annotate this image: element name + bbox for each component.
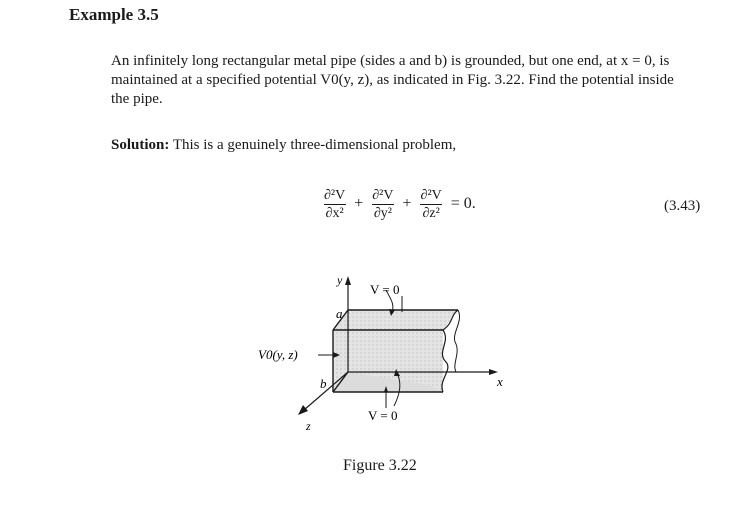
fraction-x-denominator: ∂x² bbox=[325, 205, 344, 221]
fraction-z bbox=[419, 187, 444, 222]
plus-sign-1: + bbox=[354, 195, 364, 212]
equation-rhs: = 0. bbox=[450, 195, 476, 212]
plus-sign-2: + bbox=[402, 195, 412, 212]
fraction-y-denominator: ∂y² bbox=[373, 205, 392, 221]
fraction-y-numerator: ∂²V bbox=[372, 187, 394, 203]
z-axis-label: z bbox=[306, 419, 311, 433]
fraction-z-numerator: ∂²V bbox=[420, 187, 442, 203]
figure-caption: Figure 3.22 bbox=[343, 457, 417, 474]
side-b-label: b bbox=[320, 376, 327, 391]
end-potential-label: V0(y, z) bbox=[258, 347, 298, 362]
paragraph-line-3: the pipe. bbox=[111, 91, 163, 107]
top-face bbox=[333, 310, 458, 330]
equation-number: (3.43) bbox=[664, 198, 701, 214]
solution-label: Solution: bbox=[111, 137, 170, 153]
top-condition-label: V = 0 bbox=[370, 282, 400, 297]
fraction-z-denominator: ∂z² bbox=[422, 205, 440, 221]
laplace-equation bbox=[320, 182, 481, 226]
fraction-y bbox=[370, 187, 395, 222]
paragraph-line-2: maintained at a specified potential V0(y, z), as indicated in Fig. 3.22. Find the potential inside bbox=[111, 72, 674, 88]
y-axis-arrowhead bbox=[345, 276, 351, 285]
z-axis-arrowhead bbox=[298, 405, 308, 415]
pipe-figure bbox=[240, 260, 520, 440]
solution-text: This is a genuinely three-dimensional problem, bbox=[172, 137, 457, 153]
example-heading: Example 3.5 bbox=[69, 5, 159, 24]
y-axis-label: y bbox=[337, 273, 343, 287]
side-a-label: a bbox=[336, 306, 343, 321]
problem-statement bbox=[111, 52, 711, 109]
break-back bbox=[454, 310, 459, 372]
paragraph-line-1: An infinitely long rectangular metal pipe (sides a and b) is grounded, but one end, at x = 0, is bbox=[111, 53, 670, 69]
bottom-condition-label: V = 0 bbox=[368, 408, 398, 423]
solution-line bbox=[111, 137, 456, 154]
fraction-x-numerator: ∂²V bbox=[324, 187, 346, 203]
fraction-x bbox=[322, 187, 347, 222]
x-axis-label: x bbox=[497, 374, 503, 389]
